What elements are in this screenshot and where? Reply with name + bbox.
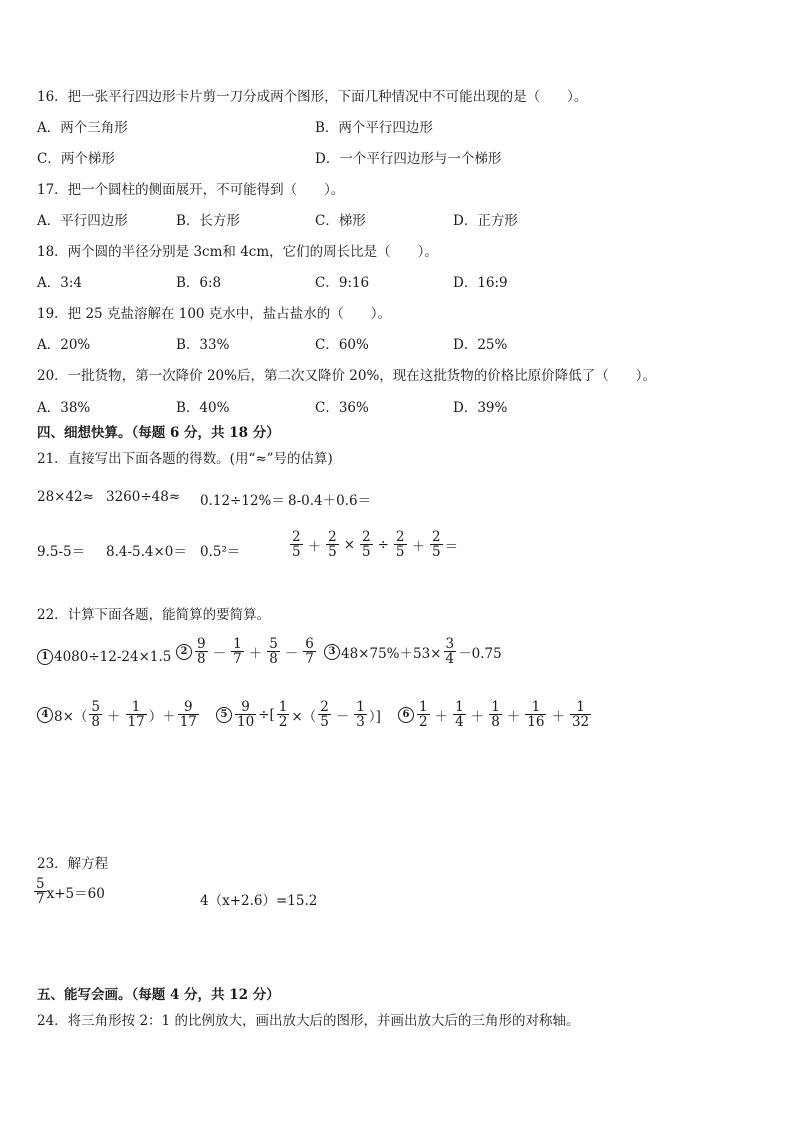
section-5-heading: 五、能写会画。（每题 4 分，共 12 分） [37, 987, 280, 1003]
q22-problem-6: 6 $\frac{1}{2}$ ＋ $\frac{1}{4}$ ＋ $\frac{1}{8}$ ＋ $\frac{1}{16}$ ＋ $\frac{1}{32}$ [398, 700, 593, 729]
q21-item-3: 0.12÷12%＝ [200, 493, 285, 509]
q19-option-d[interactable]: D．25% [453, 337, 508, 353]
circled-number-3: 3 [324, 644, 340, 660]
q17-option-d[interactable]: D．正方形 [453, 213, 518, 229]
q19-option-b[interactable]: B．33% [176, 337, 230, 353]
fraction: $\frac{2}{5}$ [395, 529, 405, 561]
fraction: $\frac{2}{5}$ [328, 529, 337, 561]
fraction: $\frac{2}{5}$ [362, 529, 371, 561]
q21-item-8: $\frac{2}{5}$ ＋ $\frac{2}{5}$ × $\frac{2}{5}$ ÷ $\frac{2}{5}$ ＋ $\frac{2}{5}$ ＝ [292, 529, 459, 561]
q20-stem: 20．一批货物，第一次降价 20%后，第二次又降价 20%，现在这批货物的价格比原价降低了（ ）。 [37, 368, 657, 384]
fraction: $\frac{2}{5}$ [292, 529, 301, 561]
q22-stem: 22．计算下面各题，能简算的要简算。 [37, 607, 271, 623]
q16-option-a[interactable]: A．两个三角形 [37, 120, 128, 136]
circled-number-1: 1 [37, 649, 53, 665]
q18-option-a[interactable]: A．3:4 [37, 275, 82, 291]
circled-number-5: 5 [216, 707, 232, 723]
q21-stem: 21．直接写出下面各题的得数。(用“≈”号的估算) [37, 451, 333, 467]
q16-stem: 16．把一张平行四边形卡片剪一刀分成两个图形，下面几种情况中不可能出现的是（ ）。 [37, 89, 588, 105]
q23-equation-2: 4（x+2.6）=15.2 [200, 893, 318, 909]
q21-item-6: 8.4-5.4×0＝ [106, 544, 187, 560]
q24-stem: 24．将三角形按 2：1 的比例放大，画出放大后的图形，并画出放大后的三角形的对称轴。 [37, 1013, 580, 1029]
q20-option-a[interactable]: A．38% [37, 400, 91, 416]
q21-item-4: 8-0.4＋0.6＝ [288, 493, 372, 509]
q22-problem-1: 1 4080÷12-24×1.5 [37, 649, 171, 665]
q17-stem: 17．把一个圆柱的侧面展开，不可能得到（ ）。 [37, 182, 345, 198]
q19-stem: 19．把 25 克盐溶解在 100 克水中，盐占盐水的（ ）。 [37, 306, 392, 322]
circled-number-4: 4 [37, 707, 53, 723]
q21-item-5: 9.5-5＝ [37, 544, 86, 560]
fraction: $\frac{2}{5}$ [432, 529, 441, 561]
q18-option-c[interactable]: C．9:16 [315, 275, 370, 291]
q22-problem-2: 2 $\frac{9}{8}$ － $\frac{1}{7}$ ＋ $\frac{5}{8}$ － $\frac{6}{7}$ [176, 637, 318, 666]
q17-option-c[interactable]: C．梯形 [315, 213, 366, 229]
section-4-heading: 四、细想快算。（每题 6 分，共 18 分） [37, 425, 280, 441]
q18-option-d[interactable]: D．16:9 [453, 275, 508, 291]
q21-item-2: 3260÷48≈ [106, 489, 181, 505]
q22-problem-5: 5 $\frac{9}{10}$ ÷[ $\frac{1}{2}$ ×（ $\frac{2}{5}$ － $\frac{1}{3}$ ）] [216, 700, 381, 729]
q21-item-7: 0.5²＝ [200, 544, 241, 560]
q23-equation-1: $\frac{5}{7}$ x+5＝60 [36, 876, 105, 908]
q18-stem: 18．两个圆的半径分别是 3cm和 4cm，它们的周长比是（ ）。 [37, 244, 438, 260]
q17-option-b[interactable]: B．长方形 [176, 213, 240, 229]
q20-option-c[interactable]: C．36% [315, 400, 369, 416]
circled-number-6: 6 [398, 707, 414, 723]
q16-option-c[interactable]: C．两个梯形 [37, 151, 115, 167]
q23-stem: 23．解方程 [37, 856, 109, 872]
q18-option-b[interactable]: B．6:8 [176, 275, 222, 291]
q21-item-1: 28×42≈ [37, 489, 94, 505]
q17-option-a[interactable]: A．平行四边形 [37, 213, 128, 229]
q16-option-d[interactable]: D．一个平行四边形与一个梯形 [315, 151, 502, 167]
q19-option-a[interactable]: A．20% [37, 337, 91, 353]
circled-number-2: 2 [176, 644, 192, 660]
q19-option-c[interactable]: C．60% [315, 337, 369, 353]
q22-problem-3: 3 48×75%＋53× $\frac{3}{4}$ －0.75 [324, 637, 502, 666]
q20-option-d[interactable]: D．39% [453, 400, 508, 416]
q22-problem-4: 4 8×（ $\frac{5}{8}$ ＋ $\frac{1}{17}$ ）＋ $\frac{9}{17}$ [37, 700, 201, 729]
q16-option-b[interactable]: B．两个平行四边形 [315, 120, 433, 136]
q20-option-b[interactable]: B．40% [176, 400, 230, 416]
